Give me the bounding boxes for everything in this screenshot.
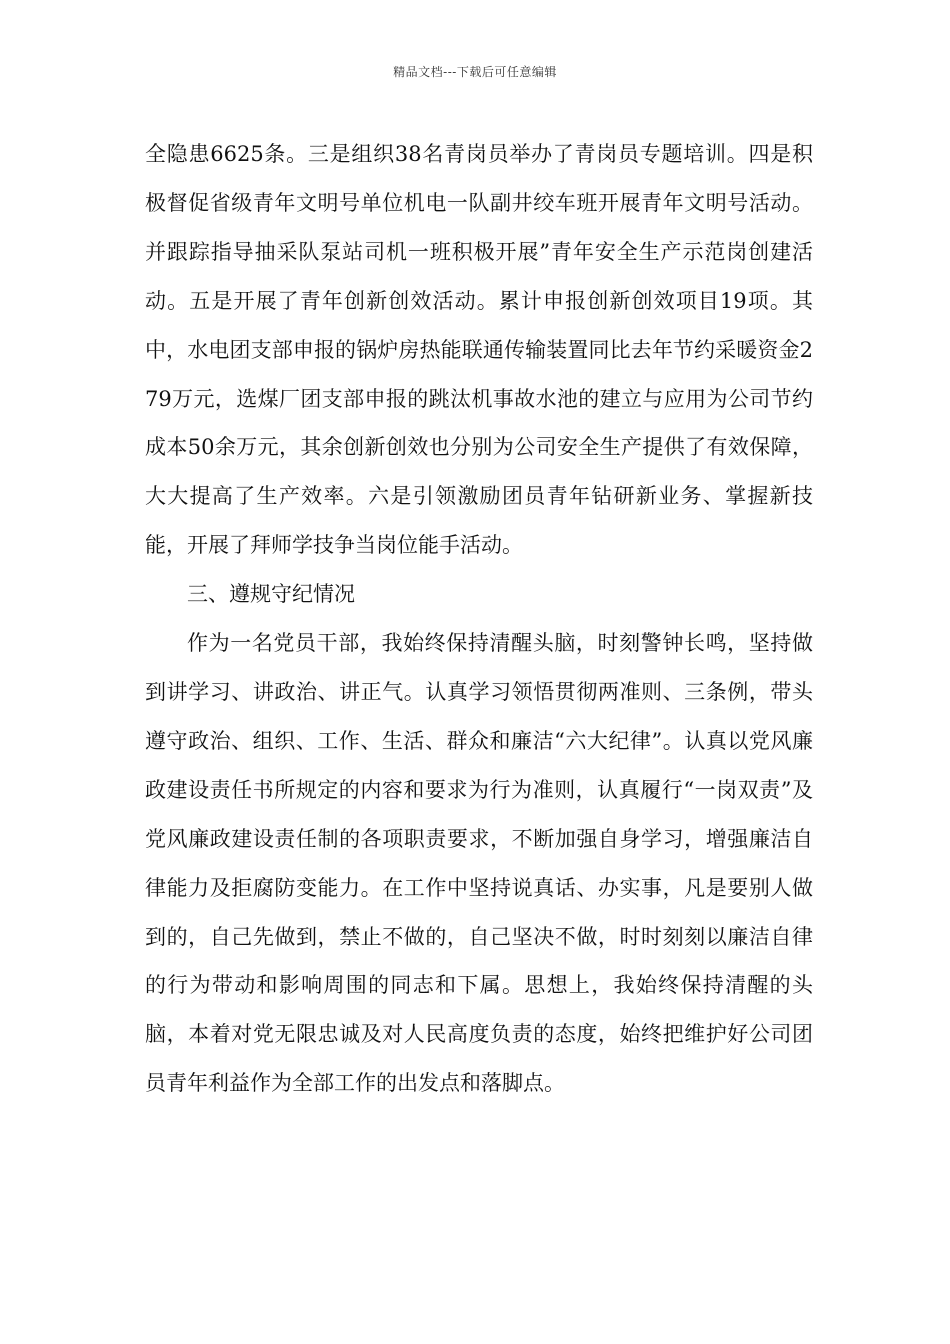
paragraph-section-three: 作为一名党员干部，我始终保持清醒头脑，时刻警钟长鸣，坚持做到讲学习、讲政治、讲正气。认真学习领悟贯彻两准则、三条例，带头遵守政治、组织、工作、生活、群众和廉洁“六大纪律”。认真以党风廉政建设责任书所规定的内容和要求为行为准则，认真履行“一岗双责”及党风廉政建设责任制的各项职责要求，不断加强自身学习，增强廉洁自律能力及拒腐防变能力。在工作中坚持说真话、办实事，凡是要别人做到的，自己先做到，禁止不做的，自己坚决不做，时时刻刻以廉洁自律的行为带动和影响周围的同志和下属。思想上，我始终保持清醒的头脑，本着对党无限忠诚及对人民高度负责的态度，始终把维护好公司团员青年利益作为全部工作的出发点和落脚点。 bbox=[145, 631, 813, 1096]
paragraph-continued: 全隐患6625条。三是组织38名青岗员举办了青岗员专题培训。四是积极督促省级青年文明号单位机电一队副井绞车班开展青年文明号活动。并跟踪指导抽采队泵站司机一班积极开展”青年安全生产示范岗创建活动。五是开展了青年创新创效活动。累计申报创新创效项目19项。其中，水电团支部申报的锅炉房热能联通传输装置同比去年节约采暖资金279万元，选煤厂团支部申报的跳汰机事故水池的建立与应用为公司节约成本50余万元，其余创新创效也分别为公司安全生产提供了有效保障，大大提高了生产效率。六是引领激励团员青年钻研新业务、掌握新技能，开展了拜师学技争当岗位能手活动。 bbox=[145, 142, 813, 558]
page-header: 精品文档---下载后可任意编辑 bbox=[393, 65, 557, 79]
section-heading: 三、遵规守纪情况 bbox=[187, 582, 355, 607]
document-body bbox=[145, 130, 813, 1108]
